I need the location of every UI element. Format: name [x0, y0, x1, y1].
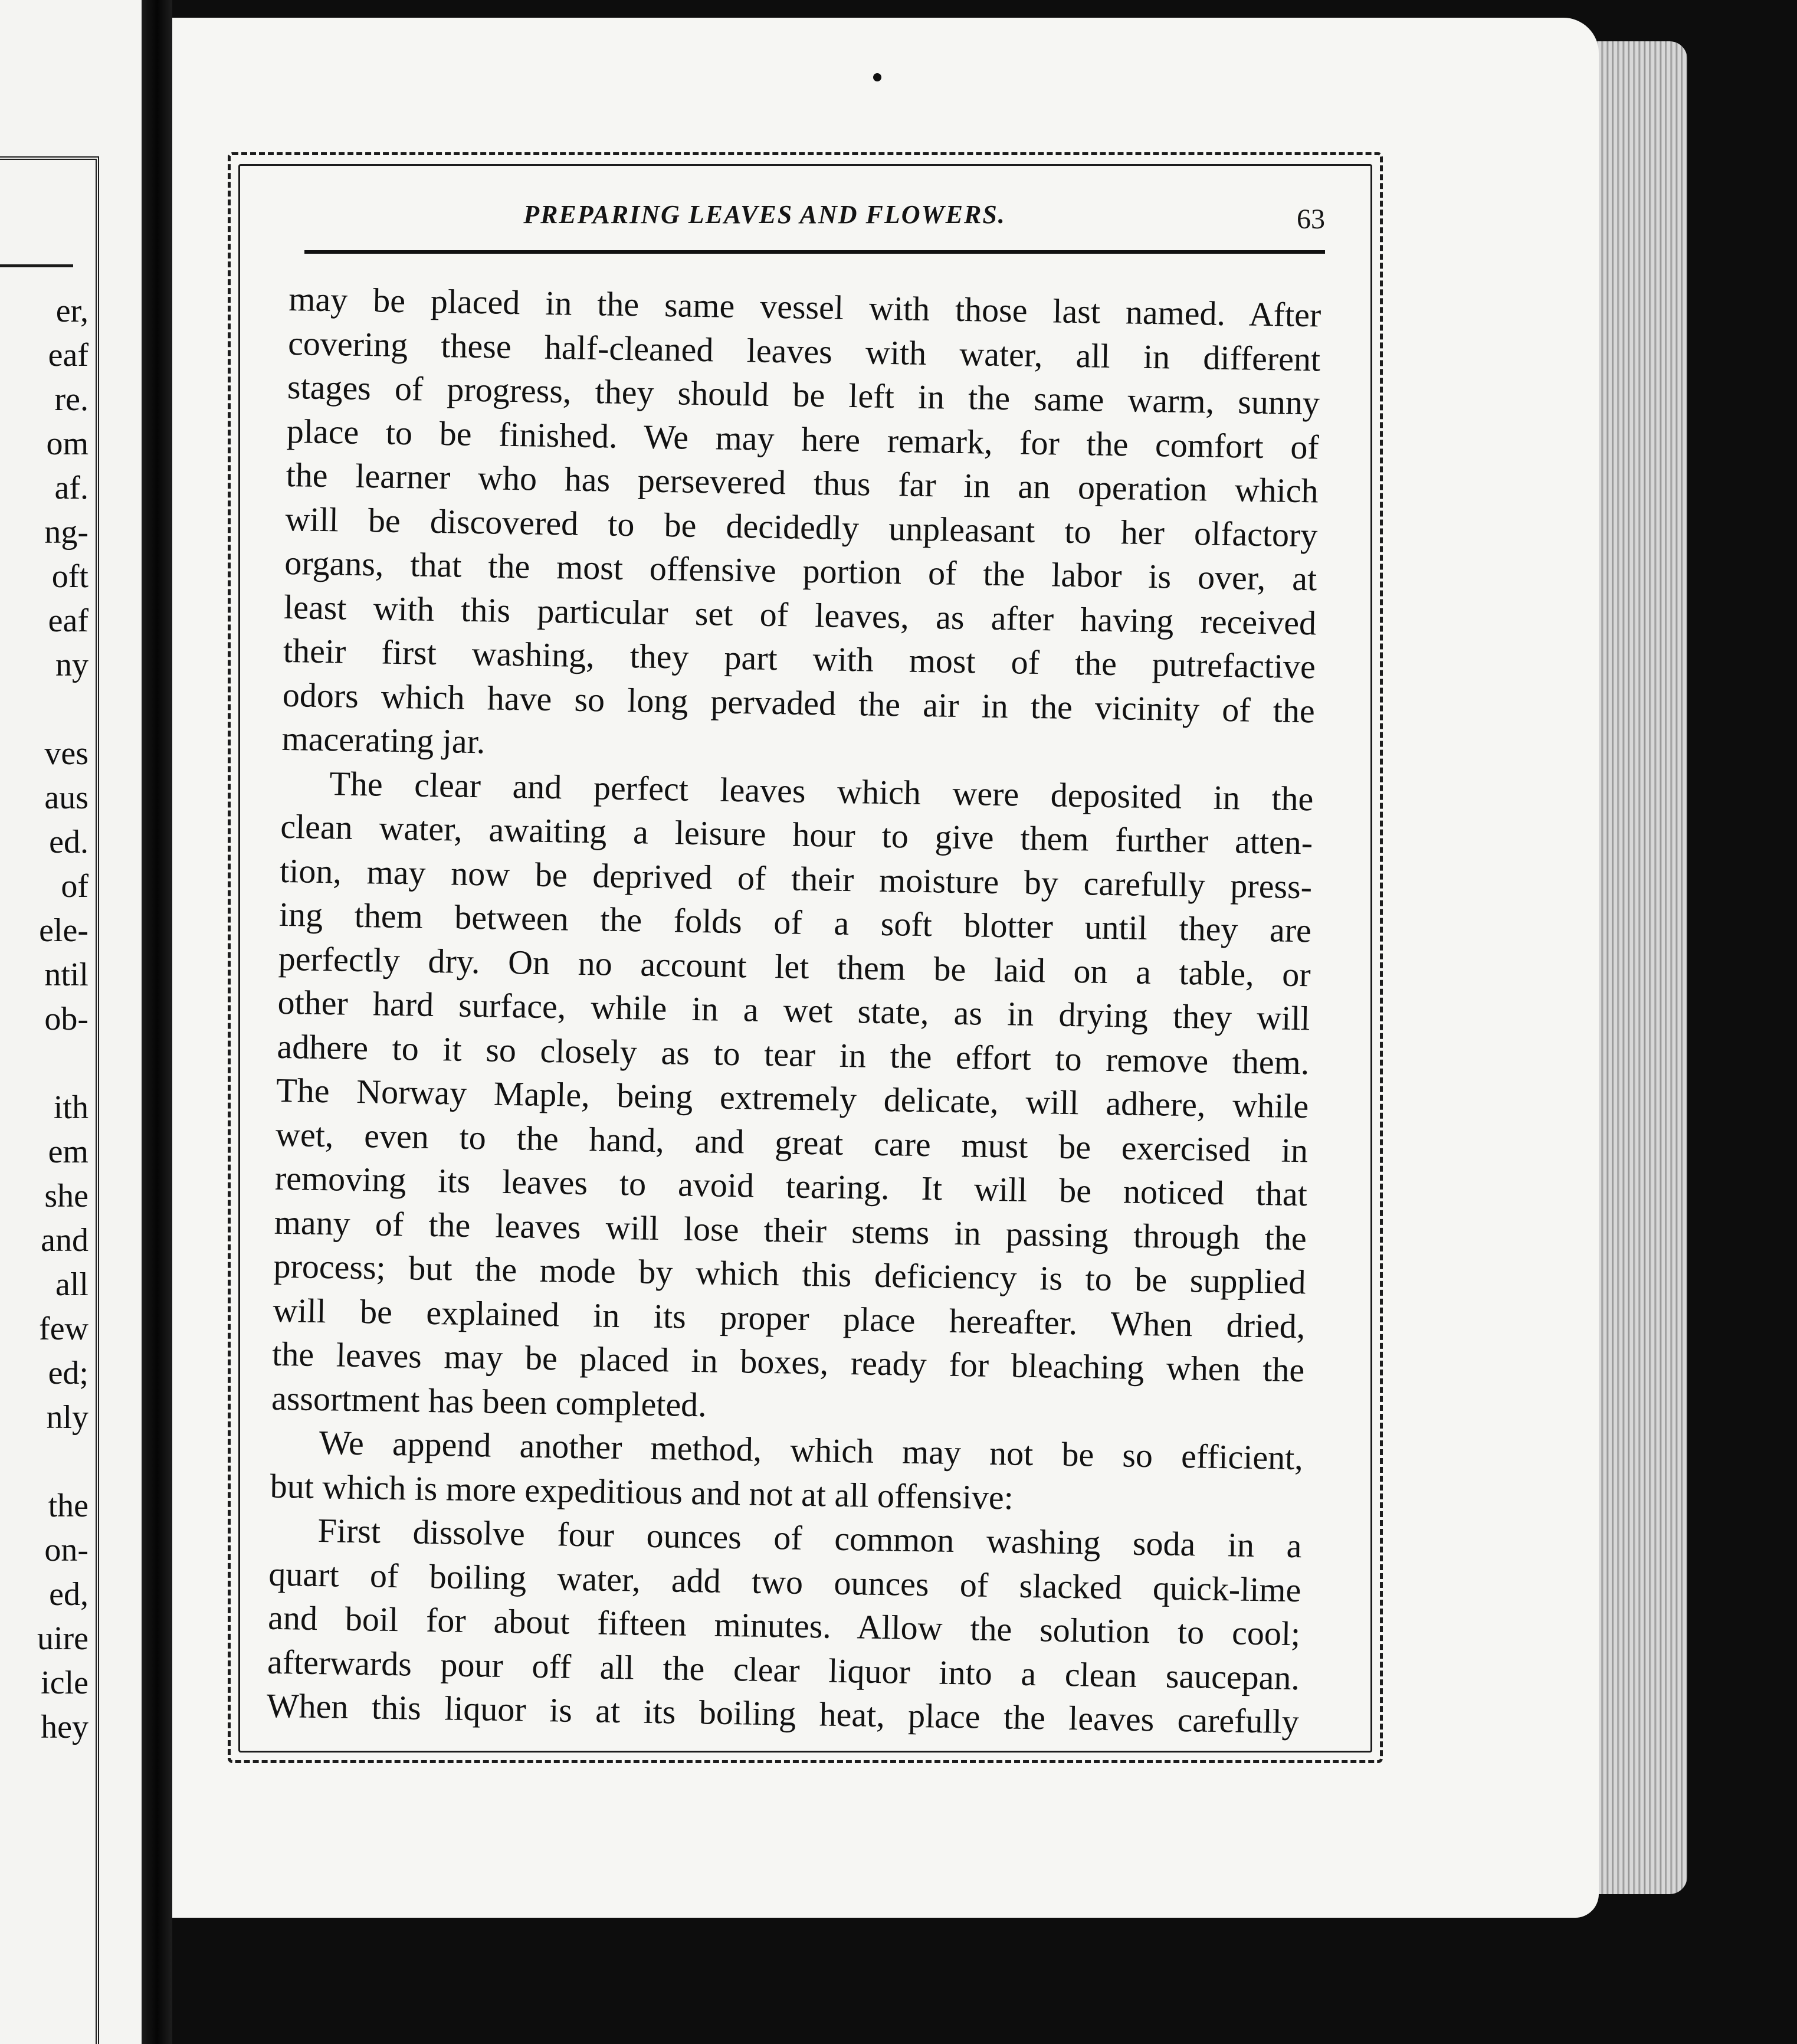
- paragraph-4: [266, 1508, 1302, 1744]
- text-line: will be explained in its proper place hereafter. When dried,: [273, 1290, 1306, 1345]
- paragraph-3: [270, 1420, 1303, 1524]
- text-line: We append another method, which may not be so efficient,: [319, 1423, 1304, 1478]
- text-line: When this liquor is at its boiling heat, place the leaves carefully: [266, 1686, 1300, 1741]
- paragraph-1: [281, 277, 1321, 777]
- text-line: afterwards pour off all the clear liquor into a clean saucepan.: [267, 1642, 1300, 1697]
- text-line: other hard surface, while in a wet state, as in drying they will: [277, 982, 1310, 1038]
- text-line: stages of progress, they should be left in the same warm, sunny: [287, 367, 1320, 422]
- left-page-fragment: om: [46, 425, 88, 462]
- book-gutter: [142, 0, 172, 2044]
- text-line: may be placed in the same vessel with those last named. After: [288, 279, 1321, 335]
- left-page-fragment: ith: [53, 1089, 88, 1126]
- text-line: the learner who has persevered thus far in an operation which: [286, 455, 1319, 510]
- left-page-fragment: re.: [54, 381, 88, 418]
- left-page-fragment: icle: [41, 1665, 88, 1701]
- left-page-fragment: ed;: [48, 1355, 88, 1391]
- left-facing-page: [0, 0, 142, 2044]
- text-line: covering these half-cleaned leaves with water, all in different: [287, 323, 1321, 378]
- text-line: their first washing, they part with most of the putrefactive: [283, 631, 1316, 686]
- text-line: quart of boiling water, add two ounces of slacked quick-lime: [268, 1554, 1301, 1609]
- text-line: First dissolve four ounces of common washing soda in a: [317, 1511, 1302, 1565]
- left-page-fragment: nly: [46, 1399, 88, 1436]
- left-page-fragment: hey: [41, 1709, 88, 1745]
- text-line: least with this particular set of leaves, as after having received: [283, 587, 1317, 642]
- left-page-fragment: few: [39, 1311, 88, 1347]
- text-line: perfectly dry. On no account let them be laid on a table, or: [278, 939, 1311, 994]
- header-rule: [304, 250, 1325, 254]
- text-line: many of the leaves will lose their stems in passing through the: [274, 1203, 1307, 1257]
- page-number: 63: [1297, 204, 1325, 235]
- left-page-fragment: er,: [55, 293, 88, 329]
- left-page-fragment: ele-: [39, 912, 88, 949]
- text-line: ing them between the folds of a soft blotter until they are: [278, 895, 1312, 950]
- left-page-fragment: ed.: [49, 824, 88, 860]
- page-header: [304, 199, 1325, 253]
- ink-dot: [873, 73, 881, 81]
- text-line: macerating jar.: [281, 719, 486, 761]
- left-page-fragment: aus: [44, 779, 88, 816]
- left-page-fragment: ob-: [44, 1001, 88, 1037]
- left-page-fragment: [0, 1041, 88, 1086]
- left-page-fragment: ed,: [49, 1576, 88, 1613]
- left-page-fragment: oft: [51, 558, 88, 595]
- left-page-fragment: em: [48, 1134, 88, 1170]
- left-page-fragment: af.: [54, 470, 88, 506]
- text-line: adhere to it so closely as to tear in the effort to remove them.: [277, 1027, 1310, 1082]
- text-line: place to be finished. We may here remark, for the comfort of: [286, 411, 1320, 466]
- text-line: tion, may now be deprived of their moisture by carefully press-: [279, 851, 1313, 906]
- text-line: clean water, awaiting a leisure hour to give them further atten-: [280, 807, 1313, 862]
- text-line: but which is more expeditious and not at all offensive:: [270, 1466, 1014, 1517]
- running-head: PREPARING LEAVES AND FLOWERS.: [523, 200, 1006, 229]
- book-page-edges: [1593, 41, 1687, 1894]
- left-page-fragment: the: [48, 1488, 88, 1524]
- left-page-fragment: [0, 687, 88, 732]
- text-line: assortment has been completed.: [271, 1378, 707, 1424]
- left-page-header-rule: [0, 264, 73, 267]
- left-page-fragment: all: [55, 1266, 88, 1303]
- left-page-fragment: uire: [37, 1620, 88, 1657]
- left-page-fragment: ves: [44, 735, 88, 772]
- text-line: process; but the mode by which this deficiency is to be supplied: [273, 1246, 1306, 1302]
- left-page-fragment: ng-: [44, 514, 88, 551]
- text-line: The Norway Maple, being extremely delicate, will adhere, while: [276, 1070, 1309, 1126]
- left-page-fragment: ny: [55, 647, 88, 683]
- left-page-fragment: and: [41, 1222, 88, 1259]
- text-line: and boil for about fifteen minutes. Allow the solution to cool;: [267, 1598, 1301, 1653]
- left-page-fragment: [0, 1440, 88, 1484]
- body-text: [266, 277, 1321, 1744]
- text-line: will be discovered to be decidedly unpleasant to her olfactory: [285, 499, 1318, 554]
- text-line: the leaves may be placed in boxes, ready for bleaching when the: [271, 1334, 1305, 1390]
- text-line: wet, even to the hand, and great care must be exercised in: [275, 1115, 1309, 1170]
- left-page-fragment: eaf: [48, 602, 88, 639]
- left-page-fragment: she: [44, 1178, 88, 1214]
- left-page-fragment: of: [61, 868, 88, 905]
- left-page-text-fragments: [0, 289, 88, 1750]
- left-page-fragment: ntil: [44, 957, 88, 993]
- text-line: odors which have so long pervaded the air in the vicinity of the: [282, 675, 1316, 730]
- left-page-fragment: eaf: [48, 337, 88, 374]
- left-page-fragment: on-: [44, 1532, 88, 1568]
- text-line: The clear and perfect leaves which were deposited in the: [329, 764, 1314, 818]
- paragraph-2: [271, 761, 1314, 1436]
- text-line: removing its leaves to avoid tearing. It will be noticed that: [274, 1158, 1308, 1214]
- text-line: organs, that the most offensive portion of the labor is over, at: [284, 543, 1317, 598]
